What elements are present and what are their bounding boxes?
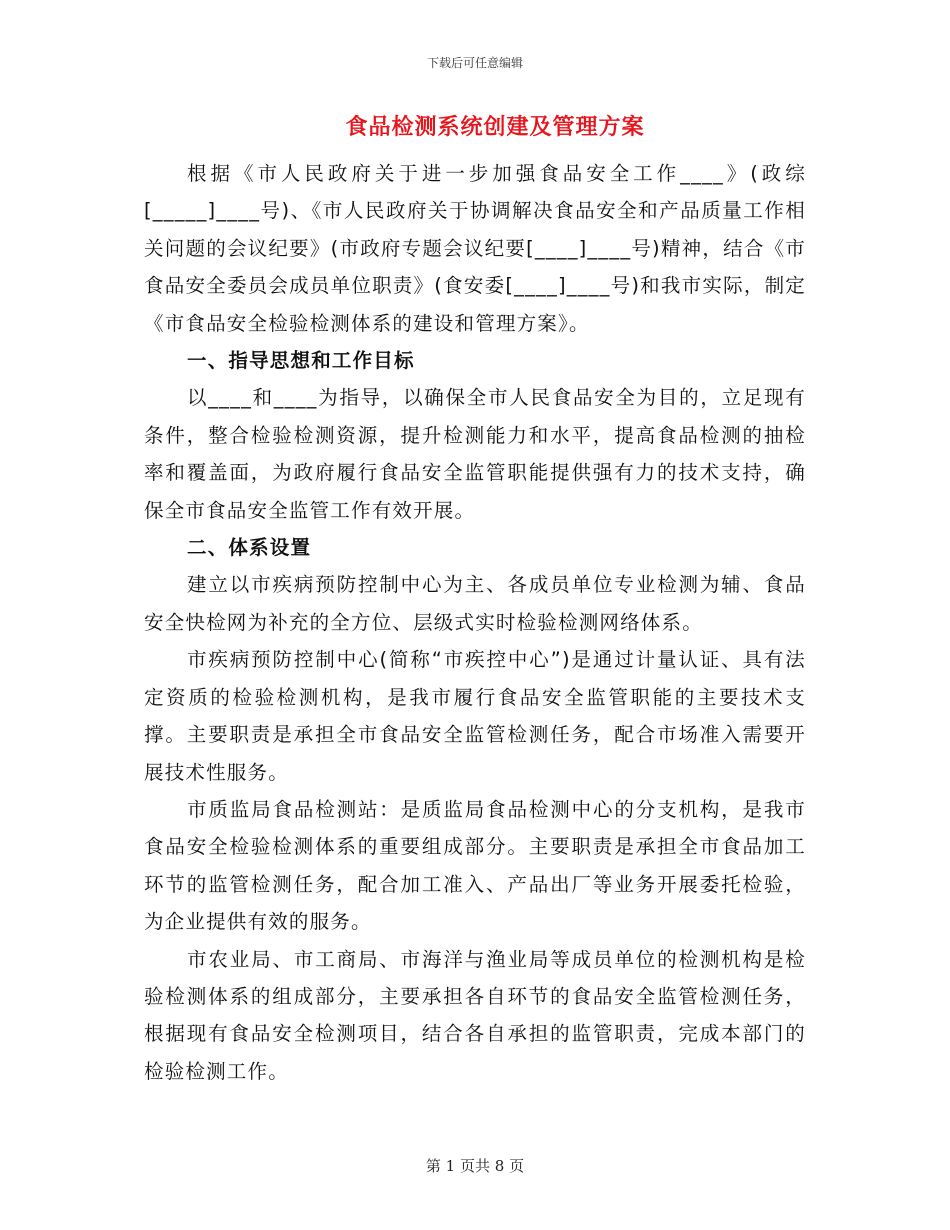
section-1-paragraph: 以____和____为指导，以确保全市人民食品安全为目的，立足现有条件，整合检验检测资源，提升检测能力和水平，提高食品检测的抽检率和覆盖面，为政府履行食品安全监管职能提供强有力的技术支持，确保全市食品安全监管工作有效开展。 — [144, 386, 806, 522]
quality-station-paragraph: 市质监局食品检测站：是质监局食品检测中心的分支机构，是我市食品安全检验检测体系的重要组成部分。主要职责是承担全市食品加工环节的监管检测任务，配合加工准入、产品出厂等业务开展委托检验，为企业提供有效的服务。 — [144, 797, 806, 934]
page-footer: 第 1 页共 8 页 — [425, 1157, 525, 1175]
section-heading-2: 二、体系设置 — [187, 536, 312, 560]
document-title: 食品检测系统创建及管理方案 — [345, 115, 645, 140]
member-agencies-paragraph: 市农业局、市工商局、市海洋与渔业局等成员单位的检测机构是检验检测体系的组成部分，主要承担各自环节的食品安全监管检测任务，根据现有食品安全检测项目，结合各自承担的监管职责，完成本部门的检验检测工作。 — [144, 947, 806, 1083]
document-body — [144, 155, 806, 1090]
header-note: 下载后可任意编辑 — [426, 56, 523, 70]
section-heading-1: 一、指导思想和工作目标 — [187, 349, 415, 373]
system-overview-paragraph: 建立以市疾病预防控制中心为主、各成员单位专业检测为辅、食品安全快检网为补充的全方位、层级式实时检验检测网络体系。 — [144, 573, 806, 634]
intro-paragraph: 根据《市人民政府关于进一步加强食品安全工作____》(政综[_____]____号)、《市人民政府关于协调解决食品安全和产品质量工作相关问题的会议纪要》(市政府专题会议纪要[____]____号)精神，结合《市食品安全委员会成员单位职责》(食安委[____]____号)和我市实际，制定《市食品安全检验检测体系的建设和管理方案》。 — [144, 162, 806, 335]
cdc-paragraph: 市疾病预防控制中心(简称“市疾控中心”)是通过计量认证、具有法定资质的检验检测机构，是我市履行食品安全监管职能的主要技术支撑。主要职责是承担全市食品安全监管检测任务，配合市场准入需要开展技术性服务。 — [144, 648, 806, 784]
